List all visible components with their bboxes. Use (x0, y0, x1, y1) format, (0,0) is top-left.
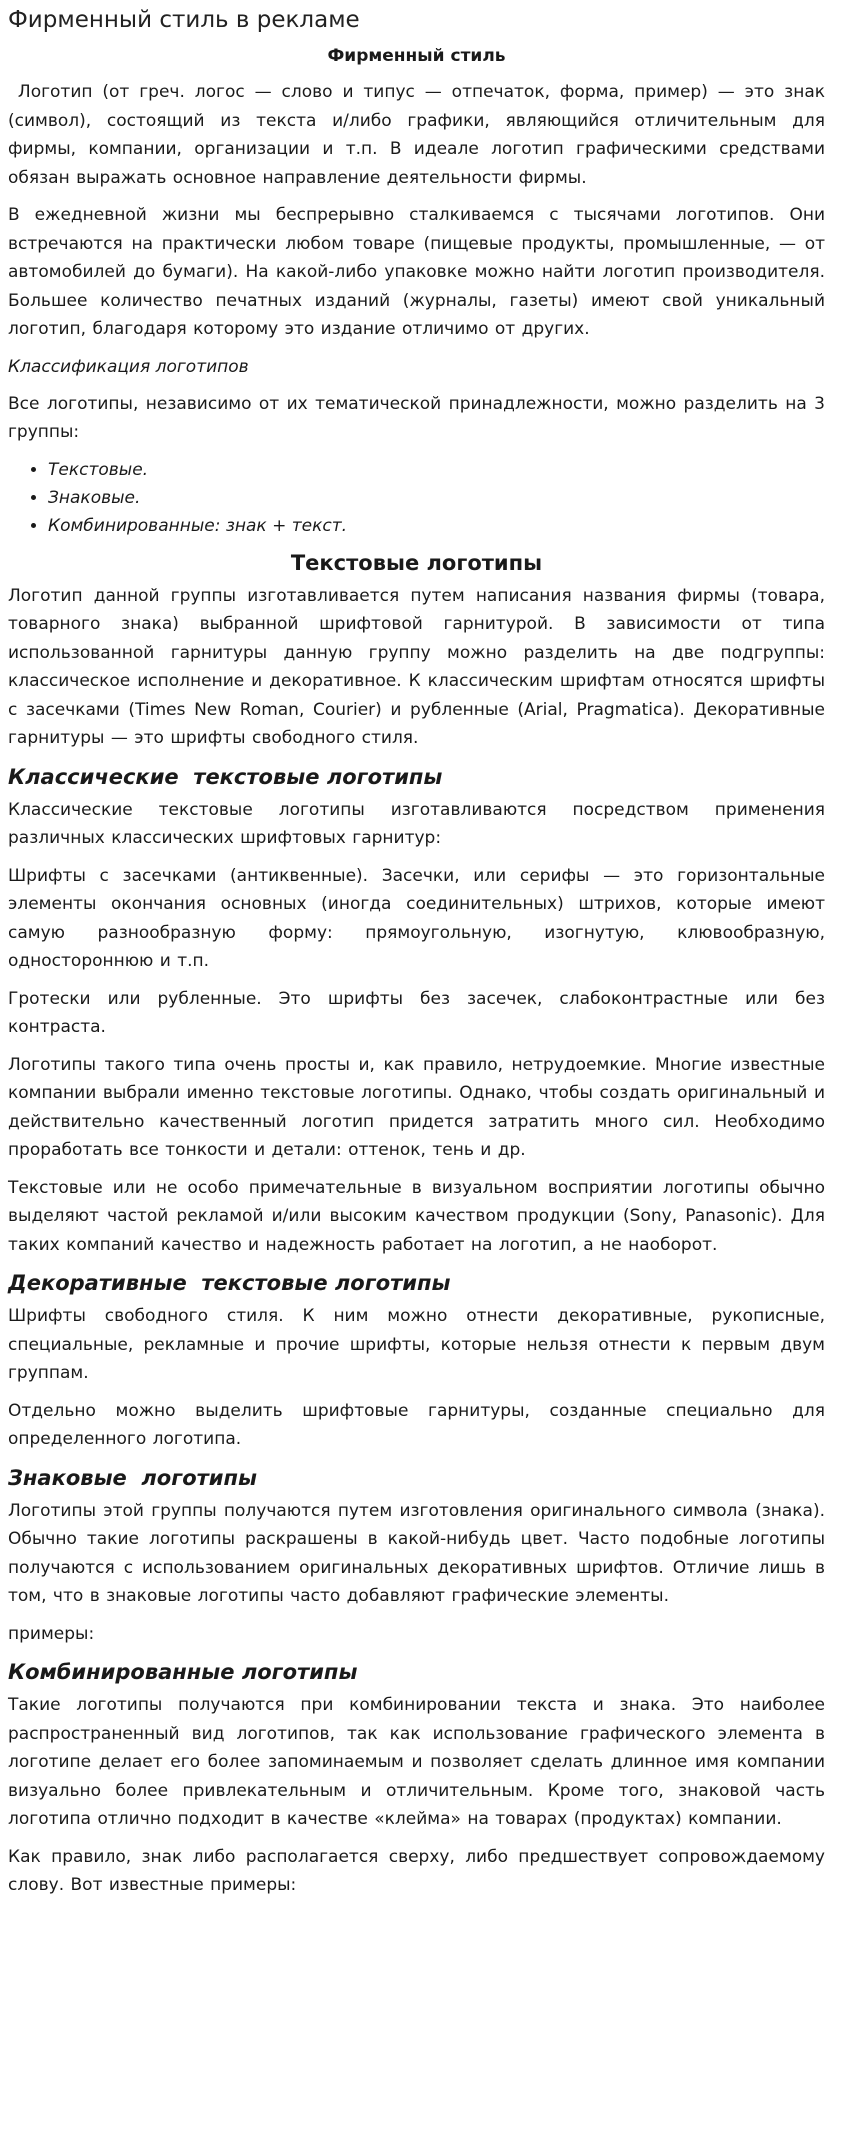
decorative-logos-paragraph: Шрифты свободного стиля. К ним можно отнести декоративные, рукописные, специальные, рекламные и прочие шрифты, которые нельзя отнести к первым двум группам. (8, 1306, 825, 1383)
classic-logos-heading: Классические текстовые логотипы (8, 764, 443, 789)
combined-logos-paragraph: Как правило, знак либо располагается сверху, либо предшествует сопровождаемому слову. Вот известные примеры: (8, 1846, 825, 1895)
classic-logos-paragraph: Классические текстовые логотипы изготавливаются посредством применения различных классических шрифтовых гарнитур: (8, 799, 825, 848)
classic-logos-paragraph: Шрифты с засечками (антиквенные). Засечки, или серифы — это горизонтальные элементы окончания основных (иногда соединительных) штрихов, которые имеют самую разнообразную форму: прямоугольную, изогнутую, клювообразную, одностороннюю и т.п. (8, 865, 825, 971)
classification-title: Классификация логотипов (8, 356, 249, 377)
sign-logos-examples-label: примеры: (8, 1623, 95, 1644)
decorative-logos-heading: Декоративные текстовые логотипы (8, 1271, 451, 1295)
list-item: • Знаковые. (48, 484, 825, 512)
document-subtitle: Фирменный стиль (327, 46, 506, 66)
classic-logos-paragraph: Текстовые или не особо примечательные в визуальном восприятии логотипы обычно выделяют частой рекламой и/или высоким качеством продукции (Sony, Panasonic). Для таких компаний качество и надежность работает на логотип, а не наоборот. (8, 1177, 825, 1255)
sign-logos-paragraph: Логотипы этой группы получаются путем изготовления оригинального символа (знака). Обычно такие логотипы раскрашены в какой-нибудь цвет. Часто подобные логотипы получаются с использованием оригинальных декоративных шрифтов. Отличие лишь в том, что в знаковые логотипы часто добавляют графические элементы. (8, 1500, 825, 1606)
intro-paragraph: Логотип (от греч. логос — слово и типус — отпечаток, форма, пример) — это знак (символ), состоящий из текста и/либо графики, являющийся отличительным для фирмы, компании, организации и т.п. В идеале логотип графическими средствами обязан выражать основное направление деятельности фирмы. (8, 82, 832, 188)
classic-logos-paragraph: Гротески или рубленные. Это шрифты без засечек, слабоконтрастные или без контраста. (8, 988, 825, 1037)
intro-paragraph: В ежедневной жизни мы беспрерывно сталкиваемся с тысячами логотипов. Они встречаются на практически любом товаре (пищевые продукты, промышленные, — от автомобилей до бумаги). На какой-либо упаковке можно найти логотип производителя. Большее количество печатных изданий (журналы, газеты) имеют свой уникальный логотип, благодаря которому это издание отличимо от других. (8, 205, 825, 339)
classification-intro: Все логотипы, независимо от их тематической принадлежности, можно разделить на 3 группы: (8, 393, 825, 442)
text-logos-heading: Текстовые логотипы (290, 550, 543, 575)
document-title: Фирменный стиль в рекламе (8, 7, 360, 33)
list-item: • Комбинированные: знак + текст. (48, 512, 825, 540)
logo-groups-list (8, 456, 825, 540)
text-logos-paragraph: Логотип данной группы изготавливается путем написания названия фирмы (товара, товарного знака) выбранной шрифтовой гарнитурой. В зависимости от типа использованной гарнитуры данную группу можно разделить на две подгруппы: классическое исполнение и декоративное. К классическим шрифтам относятся шрифты с засечками (Times New Roman, Courier) и рубленные (Arial, Pragmatica). Декоративные гарнитуры — это шрифты свободного стиля. (8, 585, 825, 748)
decorative-logos-paragraph: Отдельно можно выделить шрифтовые гарнитуры, созданные специально для определенного логотипа. (8, 1400, 825, 1449)
combined-logos-paragraph: Такие логотипы получаются при комбинировании текста и знака. Это наиболее распространенный вид логотипов, так как использование графического элемента в логотипе делает его более запоминаемым и позволяет сделать длинное имя компании визуально более привлекательным и отличительным. Кроме того, знаковой часть логотипа отлично подходит в качестве «клейма» на товарах (продуктах) компании. (8, 1695, 825, 1829)
list-item: • Текстовые. (48, 456, 825, 484)
sign-logos-heading: Знаковые логотипы (8, 1465, 258, 1490)
combined-logos-heading: Комбинированные логотипы (8, 1660, 358, 1684)
classic-logos-paragraph: Логотипы такого типа очень просты и, как правило, нетрудоемкие. Многие известные компании выбрали именно текстовые логотипы. Однако, чтобы создать оригинальный и действительно качественный логотип придется затратить много сил. Необходимо проработать все тонкости и детали: оттенок, тень и др. (8, 1054, 825, 1160)
